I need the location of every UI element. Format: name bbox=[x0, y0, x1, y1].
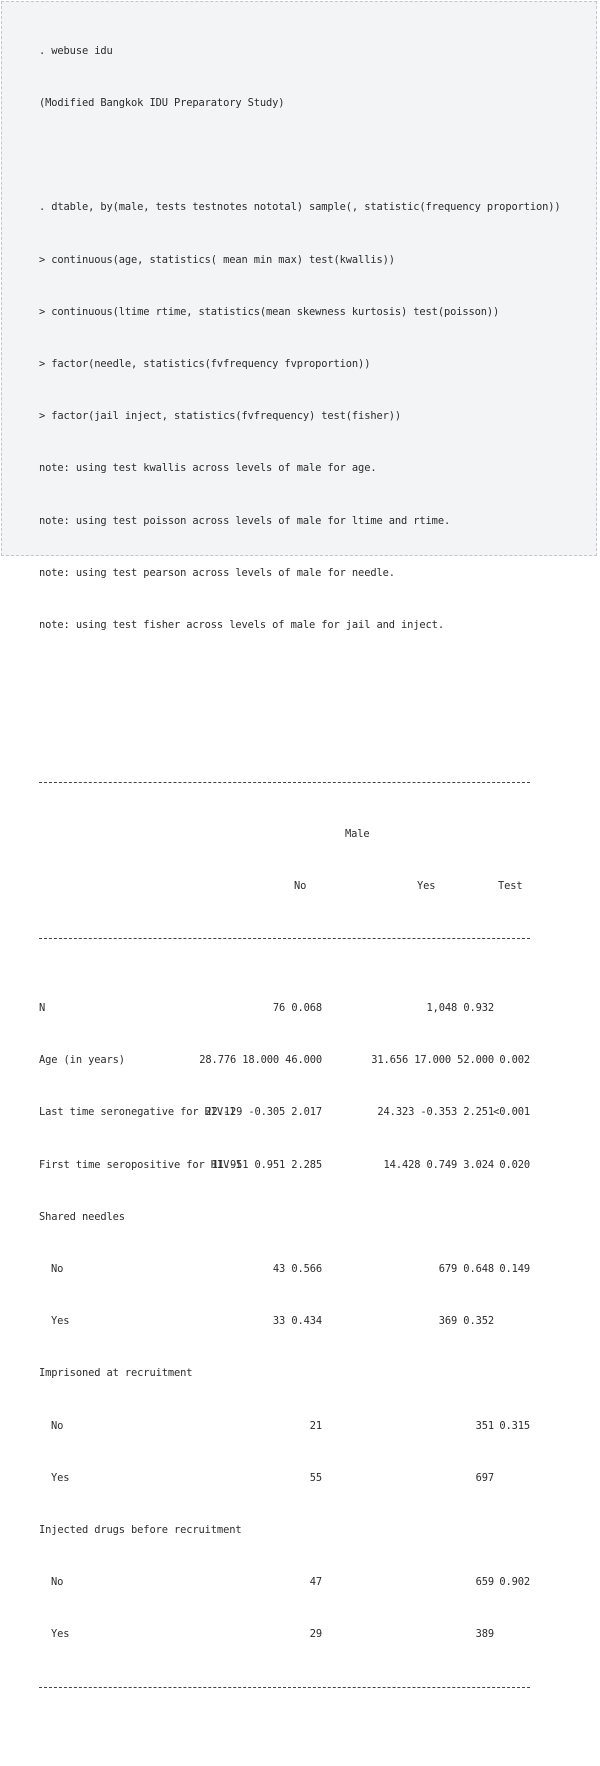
table-bottom-rule bbox=[39, 1679, 599, 1696]
column-header-no: No bbox=[294, 880, 307, 893]
cell-yes: 14.428 0.749 3.024 bbox=[383, 1158, 494, 1171]
cell-test: 0.149 bbox=[499, 1262, 530, 1275]
row-label: Age (in years) bbox=[39, 1054, 125, 1067]
cell-no: 22.129 -0.305 2.017 bbox=[205, 1106, 322, 1119]
cell-no: 11.951 0.951 2.285 bbox=[211, 1158, 322, 1171]
column-header-yes: Yes bbox=[417, 880, 436, 893]
cell-yes: 659 bbox=[475, 1576, 494, 1589]
row-label: Shared needles bbox=[39, 1210, 125, 1223]
cell-yes: 679 0.648 bbox=[438, 1262, 494, 1275]
dtable-continuation-line: > continuous(ltime rtime, statistics(mean skewness kurtosis) test(poisson)) bbox=[39, 305, 500, 318]
row-label: Yes bbox=[51, 1471, 70, 1484]
cell-test: 0.315 bbox=[499, 1419, 530, 1432]
dtable-continuation-line: > continuous(age, statistics( mean min max) test(kwallis)) bbox=[39, 253, 395, 266]
row-label: No bbox=[51, 1262, 64, 1275]
row-label: First time seropositive for HIV-1 bbox=[39, 1158, 242, 1171]
cell-test: 0.020 bbox=[499, 1158, 530, 1171]
cell-test: 0.002 bbox=[499, 1054, 530, 1067]
cell-yes: 31.656 17.000 52.000 bbox=[371, 1054, 494, 1067]
cell-yes: 24.323 -0.353 2.251 bbox=[377, 1106, 494, 1119]
table-row bbox=[39, 1261, 599, 1278]
row-label: Yes bbox=[51, 1315, 70, 1328]
row-label: No bbox=[51, 1419, 64, 1432]
webuse-command: . webuse idu bbox=[39, 44, 113, 57]
cell-no: 33 0.434 bbox=[272, 1315, 322, 1328]
note-line: note: using test pearson across levels of male for needle. bbox=[39, 566, 395, 579]
table-row bbox=[39, 1104, 599, 1121]
table-row bbox=[39, 1626, 599, 1643]
cell-no: 43 0.566 bbox=[272, 1262, 322, 1275]
cell-no: 55 bbox=[309, 1471, 322, 1484]
table-row bbox=[39, 1418, 599, 1435]
cell-no: 29 bbox=[309, 1628, 322, 1641]
table-row-group-label bbox=[39, 1365, 599, 1382]
group-header-row bbox=[39, 826, 599, 843]
cell-yes: 351 bbox=[475, 1419, 494, 1432]
note-line: note: using test poisson across levels of male for ltime and rtime. bbox=[39, 514, 451, 527]
stata-output-panel bbox=[1, 1, 597, 1641]
cell-yes: 697 bbox=[475, 1471, 494, 1484]
table-row bbox=[39, 1157, 599, 1174]
cell-no: 47 bbox=[309, 1576, 322, 1589]
table-row bbox=[39, 1574, 599, 1591]
blank-line bbox=[39, 669, 599, 686]
cell-no: 28.776 18.000 46.000 bbox=[199, 1054, 322, 1067]
cell-yes: 1,048 0.932 bbox=[426, 1001, 494, 1014]
table-row-group-label bbox=[39, 1522, 599, 1539]
note-line: note: using test fisher across levels of male for jail and inject. bbox=[39, 619, 444, 632]
cell-no: 76 0.068 bbox=[272, 1001, 322, 1014]
dtable-command-line: . dtable, by(male, tests testnotes nototal) sample(, statistic(frequency proportion)) bbox=[39, 201, 561, 214]
row-label: Injected drugs before recruitment bbox=[39, 1523, 242, 1536]
cell-test: 0.902 bbox=[499, 1576, 530, 1589]
row-label: N bbox=[39, 1001, 46, 1014]
column-header-test: Test bbox=[498, 880, 523, 893]
dtable-continuation-line: > factor(jail inject, statistics(fvfrequency) test(fisher)) bbox=[39, 410, 402, 423]
group-header-male: Male bbox=[345, 827, 370, 840]
results-log bbox=[39, 8, 599, 1766]
blank-line bbox=[39, 147, 599, 164]
note-line: note: using test kwallis across levels of male for age. bbox=[39, 462, 377, 475]
table-row bbox=[39, 1052, 599, 1069]
dtable-continuation-line: > factor(needle, statistics(fvfrequency fvproportion)) bbox=[39, 358, 371, 371]
table-top-rule bbox=[39, 774, 599, 791]
cell-test: <0.001 bbox=[493, 1106, 530, 1119]
table-row-group-label bbox=[39, 1209, 599, 1226]
row-label: Yes bbox=[51, 1628, 70, 1641]
row-label: Imprisoned at recruitment bbox=[39, 1367, 193, 1380]
row-label: Last time seronegative for HIV-1 bbox=[39, 1106, 236, 1119]
row-label: No bbox=[51, 1576, 64, 1589]
column-header-row bbox=[39, 878, 599, 895]
descriptive-table bbox=[39, 739, 599, 1731]
cell-no: 21 bbox=[309, 1419, 322, 1432]
table-row bbox=[39, 1470, 599, 1487]
header-rule bbox=[39, 930, 599, 947]
dataset-label: (Modified Bangkok IDU Preparatory Study) bbox=[39, 97, 285, 110]
table-row bbox=[39, 1000, 599, 1017]
cell-yes: 389 bbox=[475, 1628, 494, 1641]
cell-yes: 369 0.352 bbox=[438, 1315, 494, 1328]
table-row bbox=[39, 1313, 599, 1330]
